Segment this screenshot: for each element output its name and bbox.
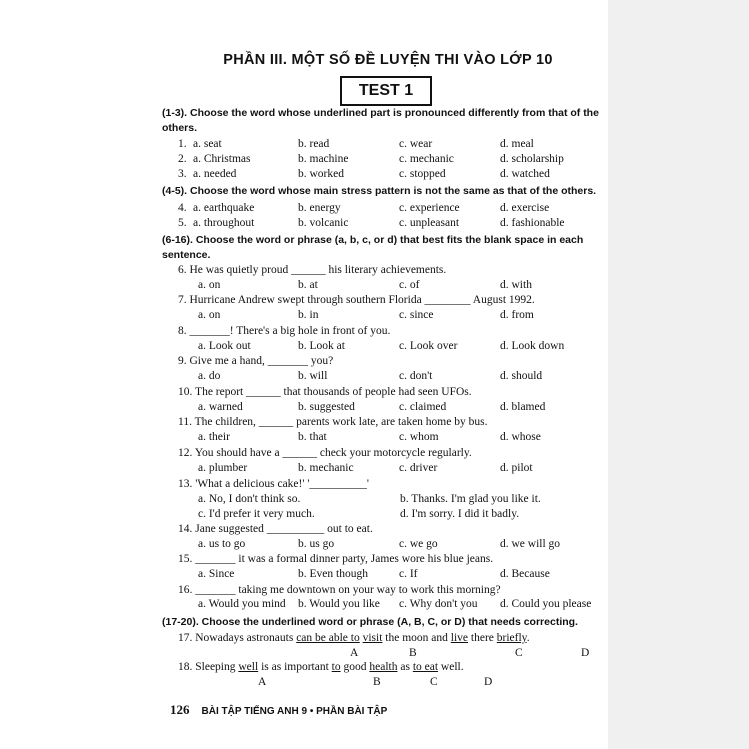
q11-option-c: c. whom [399, 431, 439, 443]
q12-option-b: b. mechanic [298, 462, 354, 474]
q11-option-a: a. their [198, 431, 230, 443]
q8-option-a: a. Look out [198, 340, 251, 352]
q18-text-2: is as important [258, 661, 332, 673]
q5-option-a: a. throughout [193, 217, 255, 229]
q9-option-a: a. do [198, 370, 221, 382]
q18-text-5: well. [438, 661, 464, 673]
q1-number: 1. [178, 138, 187, 150]
q4-option-c: c. experience [399, 202, 460, 214]
q17-label-a: A [350, 647, 359, 659]
q12-option-a: a. plumber [198, 462, 248, 474]
q18-underline-d: to eat [412, 661, 439, 673]
q17-text-5: . [526, 632, 530, 644]
q6-option-c: c. of [399, 279, 420, 291]
q10-stem: 10. The report ______ that thousands of people had seen UFOs. [178, 386, 472, 398]
section-1-heading: (1-3). Choose the word whose underlined part is pronounced differently from that of the others. [162, 107, 599, 134]
q9-option-b: b. will [298, 370, 328, 382]
q2-option-a: a. Christmas [193, 153, 251, 165]
q13-options-ab [178, 493, 608, 508]
q15-option-c: c. If [399, 568, 418, 580]
q18-label-d: D [484, 676, 493, 688]
q16-options [178, 598, 608, 613]
page-edge [608, 0, 749, 749]
q7-options [178, 309, 608, 324]
q10-option-c: c. claimed [399, 401, 447, 413]
section-2-heading: (4-5). Choose the word whose main stress pattern is not the same as that of the others. [162, 185, 597, 197]
q2-option-c: c. mechanic [399, 153, 454, 165]
q18-underline-b: to [331, 661, 341, 673]
q16-option-d: d. Could you please [500, 598, 592, 610]
q14-options [178, 538, 608, 553]
q14-option-c: c. we go [399, 538, 438, 550]
q9-option-d: d. should [500, 370, 543, 382]
q18-label-b: B [373, 676, 381, 688]
q17-text-1: Nowadays astronauts [195, 632, 297, 644]
q10-options [178, 401, 608, 416]
q18-sentence [178, 661, 608, 673]
q13-stem: 13. 'What a delicious cake!' '__________' [178, 478, 369, 490]
q10-option-a: a. warned [198, 401, 243, 413]
q11-option-b: b. that [298, 431, 327, 443]
q18-text-4: as [397, 661, 413, 673]
page-footer [170, 702, 387, 718]
q16-option-c: c. Why don't you [399, 598, 478, 610]
q17-underline-c: live [450, 632, 469, 644]
q3-row [178, 168, 608, 183]
q14-stem: 14. Jane suggested __________ out to eat. [178, 523, 373, 535]
q7-stem: 7. Hurricane Andrew swept through southern Florida ________ August 1992. [178, 294, 535, 306]
q12-option-d: d. pilot [500, 462, 533, 474]
q10-option-d: d. blamed [500, 401, 546, 413]
q18-text-1: Sleeping [195, 661, 239, 673]
q13-option-b: b. Thanks. I'm glad you like it. [400, 493, 541, 505]
q7-option-c: c. since [399, 309, 434, 321]
q1-option-d: d. meal [500, 138, 534, 150]
q14-option-a: a. us to go [198, 538, 246, 550]
q16-option-a: a. Would you mind [198, 598, 286, 610]
q18-underline-a: well [238, 661, 259, 673]
q17-sentence [178, 632, 608, 644]
q11-stem: 11. The children, ______ parents work late, are taken home by bus. [178, 416, 488, 428]
q7-option-b: b. in [298, 309, 319, 321]
q6-option-a: a. on [198, 279, 221, 291]
q9-option-c: c. don't [399, 370, 433, 382]
q2-option-b: b. machine [298, 153, 349, 165]
q4-row [178, 202, 608, 217]
q5-option-c: c. unpleasant [399, 217, 460, 229]
q6-option-d: d. with [500, 279, 532, 291]
q7-option-a: a. on [198, 309, 221, 321]
q11-option-d: d. whose [500, 431, 541, 443]
q8-option-d: d. Look down [500, 340, 565, 352]
q17-underline-d: briefly [496, 632, 527, 644]
q13-options-cd [178, 508, 608, 523]
q14-option-d: d. we will go [500, 538, 561, 550]
q12-stem: 12. You should have a ______ check your motorcycle regularly. [178, 447, 472, 459]
q12-option-c: c. driver [399, 462, 438, 474]
q1-option-c: c. wear [399, 138, 433, 150]
q16-option-b: b. Would you like [298, 598, 380, 610]
q14-option-b: b. us go [298, 538, 335, 550]
q17-label-c: C [515, 647, 523, 659]
document-page [158, 0, 607, 749]
q15-option-d: d. Because [500, 568, 550, 580]
q8-options [178, 340, 608, 355]
q3-option-d: d. watched [500, 168, 550, 180]
q10-option-b: b. suggested [298, 401, 355, 413]
section-3-heading: (6-16). Choose the word or phrase (a, b, c, or d) that best fits the blank space in each sentence. [162, 234, 584, 261]
q9-options [178, 370, 608, 385]
test-label-box: TEST 1 [340, 76, 432, 106]
footer-text: BÀI TẬP TIẾNG ANH 9 • PHẦN BÀI TẬP [201, 706, 388, 717]
part-title: PHẦN III. MỘT SỐ ĐỀ LUYỆN THI VÀO LỚP 10 [223, 52, 553, 68]
q9-stem: 9. Give me a hand, _______ you? [178, 355, 334, 367]
q15-options [178, 568, 608, 583]
q17-label-d: D [581, 647, 590, 659]
q15-option-a: a. Since [198, 568, 235, 580]
q1-row [178, 138, 608, 153]
q4-option-b: b. energy [298, 202, 341, 214]
q3-option-b: b. worked [298, 168, 344, 180]
q7-option-d: d. from [500, 309, 534, 321]
q18-number: 18. [178, 661, 193, 673]
q13-option-a: a. No, I don't think so. [198, 493, 301, 505]
q17-underline-b: visit [362, 632, 383, 644]
q17-text-4: there [468, 632, 497, 644]
q5-option-b: b. volcanic [298, 217, 349, 229]
q4-number: 4. [178, 202, 187, 214]
q3-option-c: c. stopped [399, 168, 446, 180]
q8-option-c: c. Look over [399, 340, 458, 352]
q12-options [178, 462, 608, 477]
q15-stem: 15. _______ it was a formal dinner party, James wore his blue jeans. [178, 553, 494, 565]
section-4-heading: (17-20). Choose the underlined word or phrase (A, B, C, or D) that needs correcting. [162, 616, 578, 628]
q8-stem: 8. _______! There's a big hole in front of you. [178, 325, 391, 337]
q18-underline-c: health [369, 661, 398, 673]
q1-option-b: b. read [298, 138, 330, 150]
q4-option-a: a. earthquake [193, 202, 255, 214]
q13-option-c: c. I'd prefer it very much. [198, 508, 315, 520]
q18-label-c: C [430, 676, 438, 688]
q13-option-d: d. I'm sorry. I did it badly. [400, 508, 520, 520]
q8-option-b: b. Look at [298, 340, 345, 352]
q15-option-b: b. Even though [298, 568, 368, 580]
q11-options [178, 431, 608, 446]
q18-text-3: good [340, 661, 370, 673]
q16-stem: 16. _______ taking me downtown on your way to work this morning? [178, 584, 501, 596]
q17-text-3: the moon and [382, 632, 451, 644]
q4-option-d: d. exercise [500, 202, 550, 214]
q17-number: 17. [178, 632, 193, 644]
q3-number: 3. [178, 168, 187, 180]
q17-label-b: B [409, 647, 417, 659]
q6-options [178, 279, 608, 294]
q5-option-d: d. fashionable [500, 217, 565, 229]
q5-row [178, 217, 608, 232]
q6-option-b: b. at [298, 279, 318, 291]
q5-number: 5. [178, 217, 187, 229]
q3-option-a: a. needed [193, 168, 237, 180]
page-number: 126 [170, 702, 190, 717]
q18-label-a: A [258, 676, 267, 688]
q2-number: 2. [178, 153, 187, 165]
q1-option-a: a. seat [193, 138, 222, 150]
q2-row [178, 153, 608, 168]
q6-stem: 6. He was quietly proud ______ his literary achievements. [178, 264, 447, 276]
q17-underline-a: can be able to [296, 632, 360, 644]
q2-option-d: d. scholarship [500, 153, 564, 165]
